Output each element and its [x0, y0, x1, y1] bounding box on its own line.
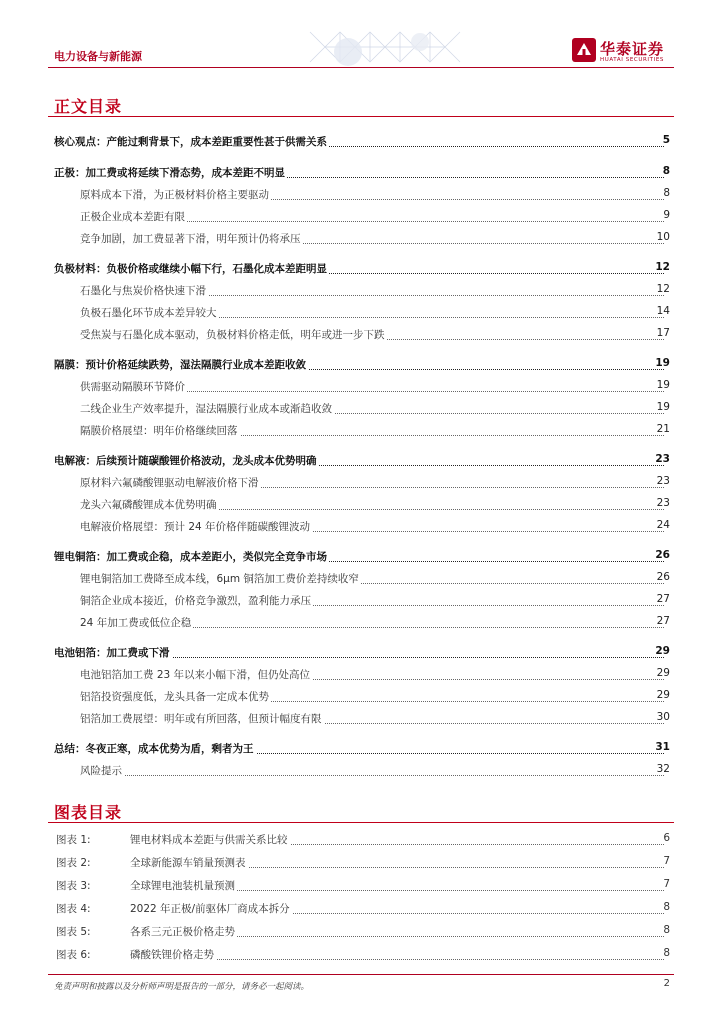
toc-entry[interactable] — [0, 665, 724, 685]
toc-entry-page: 19 — [656, 379, 670, 391]
toc-entry[interactable] — [0, 259, 724, 279]
toc-entry[interactable] — [0, 303, 724, 323]
toc-entry[interactable] — [0, 547, 724, 567]
toc-entry-page: 8 — [663, 187, 670, 199]
huatai-logo-icon — [572, 38, 596, 62]
toc-entry-label: 原料成本下滑，为正极材料价格主要驱动 — [80, 189, 269, 201]
figure-entry[interactable] — [0, 876, 724, 896]
logo-english-name: HUATAI SECURITIES — [600, 57, 664, 63]
toc-entry[interactable] — [0, 451, 724, 471]
toc-entry-page: 26 — [656, 571, 670, 583]
toc-entry[interactable] — [0, 495, 724, 515]
toc-entry-page: 12 — [655, 261, 670, 273]
toc-entry-label: 龙头六氟磷酸锂成本优势明确 — [80, 499, 217, 511]
figure-entry-page: 7 — [663, 855, 670, 867]
figure-entry-number: 图表 3: — [56, 880, 91, 892]
figures-title-rule — [48, 822, 674, 823]
figure-entry-page: 8 — [663, 924, 670, 936]
toc-title: 正文目录 — [54, 97, 123, 116]
figure-entry[interactable] — [0, 853, 724, 873]
toc-entry-label: 石墨化与焦炭价格快速下滑 — [80, 285, 206, 297]
toc-entry-label: 负极材料：负极价格或继续小幅下行，石墨化成本差距明显 — [54, 263, 327, 275]
toc-entry[interactable] — [0, 687, 724, 707]
header-decoration-icon — [300, 22, 470, 68]
toc-entry-page: 29 — [655, 645, 670, 657]
toc-entry-label: 核心观点：产能过剩背景下，成本差距重要性甚于供需关系 — [54, 136, 327, 148]
toc-entry-page: 29 — [656, 667, 670, 679]
figure-entry-label: 锂电材料成本差距与供需关系比较 — [130, 834, 288, 846]
toc-entry-page: 8 — [662, 165, 670, 177]
toc-entry[interactable] — [0, 761, 724, 781]
toc-entry-label: 正极：加工费或将延续下滑态势，成本差距不明显 — [54, 167, 285, 179]
page-number: 2 — [663, 978, 670, 989]
toc-entry[interactable] — [0, 517, 724, 537]
figure-entry-label: 各系三元正极价格走势 — [130, 926, 235, 938]
toc-entry[interactable] — [0, 281, 724, 301]
toc-entry[interactable] — [0, 739, 724, 759]
toc-entry[interactable] — [0, 163, 724, 183]
toc-entry-page: 29 — [656, 689, 670, 701]
figure-entry-label: 全球新能源车销量预测表 — [130, 857, 246, 869]
figure-entry-number: 图表 2: — [56, 857, 91, 869]
figure-entry-number: 图表 4: — [56, 903, 91, 915]
toc-entry-label: 铜箔企业成本接近，价格竞争激烈，盈利能力承压 — [80, 595, 311, 607]
toc-entry-page: 30 — [656, 711, 670, 723]
toc-entry-page: 10 — [656, 231, 670, 243]
toc-entry-label: 风险提示 — [80, 765, 122, 777]
toc-entry[interactable] — [0, 355, 724, 375]
toc-entry-label: 原材料六氟磷酸锂驱动电解液价格下滑 — [80, 477, 259, 489]
figure-entry-page: 6 — [663, 832, 670, 844]
toc-entry[interactable] — [0, 709, 724, 729]
toc-entry-label: 负极石墨化环节成本差异较大 — [80, 307, 217, 319]
figure-entry-number: 图表 6: — [56, 949, 91, 961]
toc-entry-label: 受焦炭与石墨化成本驱动，负极材料价格走低，明年或进一步下跌 — [80, 329, 385, 341]
footer-divider — [48, 974, 674, 975]
toc-entry-page: 27 — [656, 593, 670, 605]
figure-entry-label: 全球锂电池装机量预测 — [130, 880, 235, 892]
toc-entry-label: 电池铝箔：加工费或下滑 — [54, 647, 170, 659]
toc-entry[interactable] — [0, 473, 724, 493]
figure-entry-number: 图表 1: — [56, 834, 91, 846]
figures-title: 图表目录 — [54, 803, 123, 822]
toc-entry-page: 12 — [656, 283, 670, 295]
toc-entry-page: 31 — [655, 741, 670, 753]
toc-dot-leader — [80, 775, 664, 776]
toc-entry-label: 铝箔加工费展望：明年或有所回落，但预计幅度有限 — [80, 713, 322, 725]
logo-chinese-name: 华泰证券 — [600, 40, 665, 58]
figure-entry-label: 磷酸铁锂价格走势 — [130, 949, 214, 961]
toc-entry-page: 23 — [656, 497, 670, 509]
toc-entry[interactable] — [0, 132, 724, 152]
toc-entry-label: 总结：冬夜正寒，成本优势为盾，剩者为王 — [54, 743, 254, 755]
toc-entry-label: 锂电铜箔：加工费或企稳，成本差距小，类似完全竞争市场 — [54, 551, 327, 563]
figure-entry-page: 7 — [663, 878, 670, 890]
figure-entry-page: 8 — [663, 947, 670, 959]
header-divider — [48, 67, 674, 68]
toc-entry-page: 21 — [656, 423, 670, 435]
toc-title-rule — [48, 116, 674, 117]
report-category: 电力设备与新能源 — [54, 50, 142, 63]
toc-entry[interactable] — [0, 377, 724, 397]
toc-entry-label: 正极企业成本差距有限 — [80, 211, 185, 223]
toc-entry-label: 铝箔投资强度低，龙头具备一定成本优势 — [80, 691, 269, 703]
toc-entry-page: 19 — [655, 357, 670, 369]
figure-entry[interactable] — [0, 899, 724, 919]
toc-entry-page: 14 — [656, 305, 670, 317]
toc-entry[interactable] — [0, 613, 724, 633]
toc-entry[interactable] — [0, 421, 724, 441]
toc-entry[interactable] — [0, 185, 724, 205]
toc-entry[interactable] — [0, 229, 724, 249]
figure-entry-number: 图表 5: — [56, 926, 91, 938]
figure-entry-label: 2022 年正极/前驱体厂商成本拆分 — [130, 903, 290, 915]
toc-entry[interactable] — [0, 325, 724, 345]
toc-entry[interactable] — [0, 207, 724, 227]
toc-entry[interactable] — [0, 399, 724, 419]
figure-entry[interactable] — [0, 922, 724, 942]
toc-entry-page: 23 — [656, 475, 670, 487]
toc-entry-label: 供需驱动隔膜环节降价 — [80, 381, 185, 393]
toc-entry-label: 隔膜价格展望：明年价格继续回落 — [80, 425, 238, 437]
toc-entry-page: 17 — [656, 327, 670, 339]
toc-entry-label: 锂电铜箔加工费降至成本线，6μm 铜箔加工费价差持续收窄 — [80, 573, 359, 585]
toc-entry-label: 二线企业生产效率提升，湿法隔膜行业成本或渐趋收敛 — [80, 403, 332, 415]
toc-entry-page: 5 — [662, 134, 670, 146]
footer-disclaimer: 免责声明和披露以及分析师声明是报告的一部分，请务必一起阅读。 — [54, 982, 310, 992]
toc-entry-label: 隔膜：预计价格延续跌势，湿法隔膜行业成本差距收敛 — [54, 359, 306, 371]
toc-entry[interactable] — [0, 643, 724, 663]
toc-entry-label: 竞争加剧，加工费显著下滑，明年预计仍将承压 — [80, 233, 301, 245]
toc-entry-page: 27 — [656, 615, 670, 627]
figure-entry-page: 8 — [663, 901, 670, 913]
page-header — [0, 0, 724, 76]
figure-entry[interactable] — [0, 945, 724, 965]
toc-entry-page: 26 — [655, 549, 670, 561]
toc-entry-label: 电解液：后续预计随碳酸锂价格波动，龙头成本优势明确 — [54, 455, 317, 467]
toc-entry-page: 19 — [656, 401, 670, 413]
toc-entry-page: 23 — [655, 453, 670, 465]
toc-entry-page: 32 — [656, 763, 670, 775]
toc-entry[interactable] — [0, 591, 724, 611]
figure-entry[interactable] — [0, 830, 724, 850]
toc-entry-page: 9 — [663, 209, 670, 221]
toc-entry-label: 电解液价格展望：预计 24 年价格伴随碳酸锂波动 — [80, 521, 311, 533]
toc-entry[interactable] — [0, 569, 724, 589]
toc-entry-label: 24 年加工费或低位企稳 — [80, 617, 192, 629]
huatai-logo — [572, 38, 682, 66]
toc-entry-page: 24 — [656, 519, 670, 531]
toc-entry-label: 电池铝箔加工费 23 年以来小幅下滑，但仍处高位 — [80, 669, 311, 681]
